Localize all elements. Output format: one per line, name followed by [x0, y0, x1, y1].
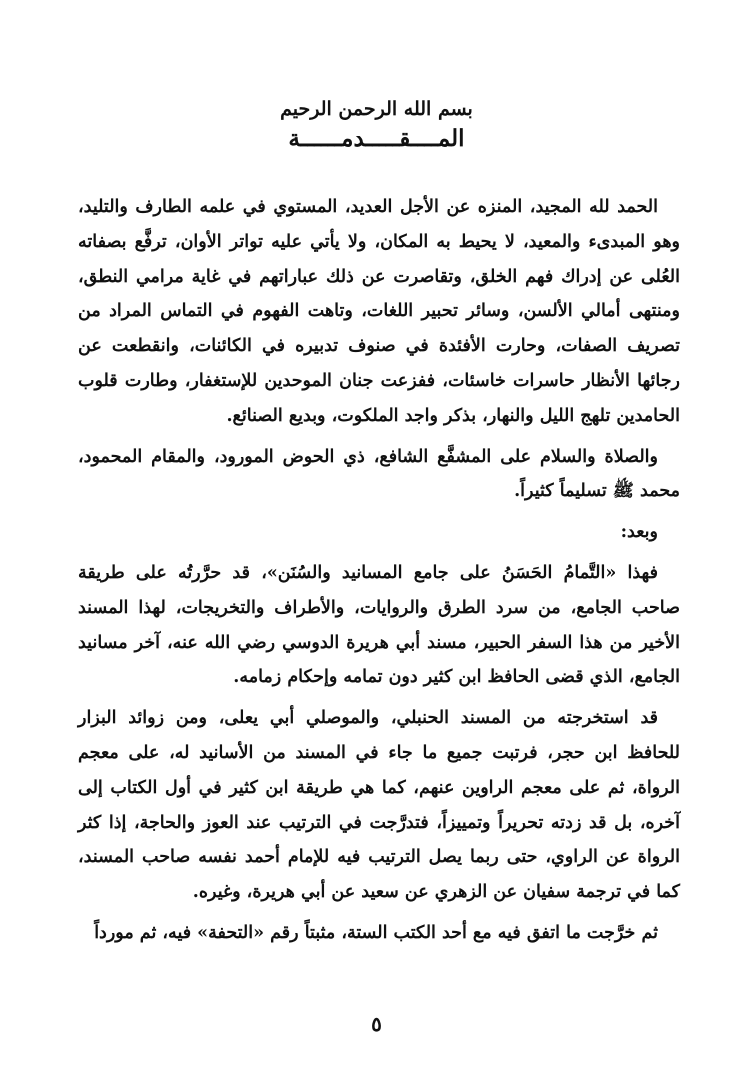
- body-text: [78, 190, 680, 957]
- page-header: [0, 94, 753, 154]
- paragraph-salutation: والصلاة والسلام على المشفَّع الشافع، ذي الحوض المورود، والمقام المحمود، محمد ﷺ تسليماً كثيراً.: [78, 446, 680, 502]
- paragraph-takhrij: ثم خرَّجت ما اتفق فيه مع أحد الكتب الستة، مثبتاً رقم «التحفة» فيه، ثم مورداً: [94, 922, 658, 943]
- paragraph-transition: وبعد:: [620, 522, 658, 543]
- paragraph-praise: الحمد لله المجيد، المنزه عن الأجل العديد، المستوي في علمه الطارف والتليد، وهو المبدىء والمعيد، لا يحيط به المكان، ولا يأتي عليه تواتر الأوان، ترفَّع بصفاته العُلى عن إدراك فهم الخلق، وتقاصرت عن ذلك عباراتهم في غاية مرامي النطق، ومنتهى أمالي الألسن، وسائر تحبير اللغات، وتاهت الفهوم في التماس المراد من تصريف الصفات، وحارت الأفئدة في صنوف تدبيره في الكائنات، وانقطعت عن رجائها الأنظار حاسرات خاسئات، ففزعت جنان الموحدين للإستغفار، وطارت قلوب الحامدين تلهج الليل والنهار، بذكر واجد الملكوت، وبديع الصنائع.: [78, 197, 680, 426]
- paragraph-method: قد استخرجته من المسند الحنبلي، والموصلي أبي يعلى، ومن زوائد البزار للحافظ ابن حجر، فرتبت جميع ما جاء في المسند من الأسانيد له، على معجم الرواة، ثم على معجم الراوين عنهم، كما هي طريقة ابن كثير في أول الكتاب إلى آخره، بل قد زدته تحريراً وتمييزاً، فتدرَّجت في الترتيب عند العوز والحاجة، إذا كثر الرواة عن الراوي، حتى ربما يصل الترتيب فيه للإمام أحمد نفسه صاحب المسند، كما في ترجمة سفيان عن الزهري عن سعيد عن أبي هريرة، وغيره.: [78, 708, 680, 903]
- basmala: بسم الله الرحمن الرحيم: [280, 98, 473, 120]
- page-number: ٥: [371, 1012, 382, 1036]
- paragraph-book-description: فهذا «التَّمامُ الحَسَنُ على جامع المسانيد والسُنَن»، قد حرَّرتُه على طريقة صاحب الجامع، من سرد الطرق والروايات، والأطراف والتخريجات، لهذا المسند الأخير من هذا السفر الحبير، مسند أبي هريرة الدوسي رضي الله عنه، آخر مسانيد الجامع، الذي قضى الحافظ ابن كثير دون تمامه وإحكام زمامه.: [78, 562, 680, 688]
- page-title: المــــقـــــدمــــــة: [288, 125, 465, 152]
